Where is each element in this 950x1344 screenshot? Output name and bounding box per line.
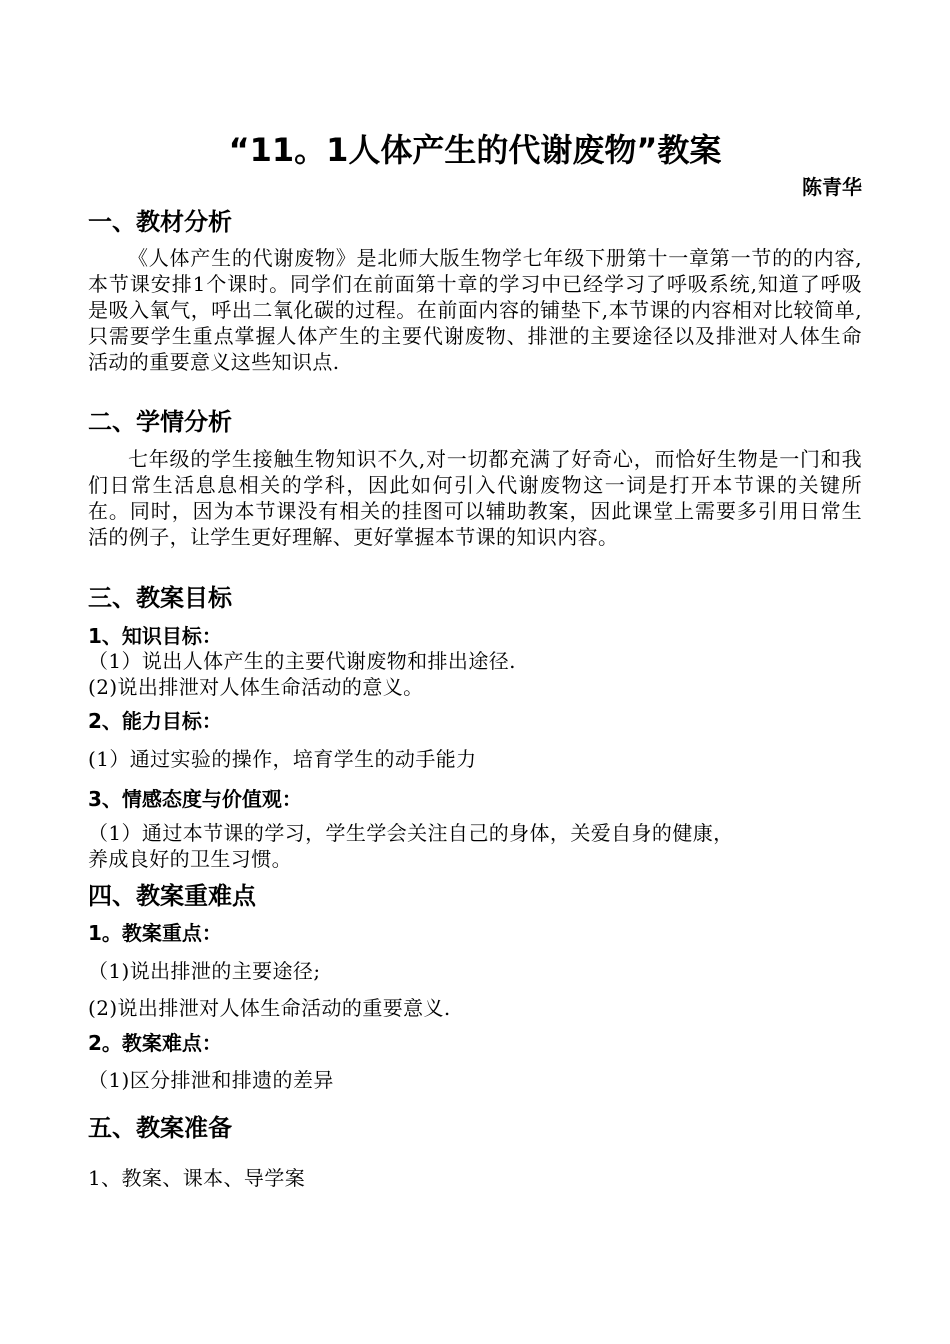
key-points-heading: 1。教案重点： [88, 921, 222, 945]
key-point-item-1: （1)说出排泄的主要途径; [88, 959, 321, 983]
key-point-item-2: (2)说出排泄对人体生命活动的重要意义. [88, 996, 451, 1020]
knowledge-goal-item-2: (2)说出排泄对人体生命活动的意义。 [88, 675, 424, 699]
attitude-goal-heading: 3、情感态度与价值观： [88, 787, 302, 811]
section-1-paragraph: 《人体产生的代谢废物》是北师大版生物学七年级下册第十一章第一节的的内容,本节课安排1个课时。同学们在前面第十章的学习中已经学习了呼吸系统,知道了呼吸是吸入氧气，呼出二氧化碳的过程。在前面内容的铺垫下,本节课的内容相对比较简单,只需要学生重点掌握人体产生的主要代谢废物、排泄的主要途径以及排泄对人体生命活动的重要意义这些知识点. [88, 246, 862, 374]
section-2-paragraph: 七年级的学生接触生物知识不久,对一切都充满了好奇心，而恰好生物是一门和我们日常生活息息相关的学科，因此如何引入代谢废物这一词是打开本节课的关键所在。同时，因为本节课没有相关的挂图可以辅助教案，因此课堂上需要多引用日常生活的例子，让学生更好理解、更好掌握本节课的知识内容。 [88, 447, 862, 549]
ability-goal-heading: 2、能力目标： [88, 709, 222, 733]
preparation-item-1: 1、教案、课本、导学案 [88, 1166, 306, 1190]
attitude-goal-item-line-2: 养成良好的卫生习惯。 [88, 847, 292, 871]
attitude-goal-item-line-1: （1）通过本节课的学习，学生学会关注自己的身体，关爱自身的健康， [88, 821, 734, 845]
section-heading-1: 一、教材分析 [88, 208, 232, 236]
difficult-point-item-1: （1)区分排泄和排遗的差异 [88, 1068, 334, 1092]
section-heading-2: 二、学情分析 [88, 408, 232, 436]
document-title: “11。1人体产生的代谢废物”教案 [228, 131, 722, 169]
knowledge-goal-heading: 1、知识目标： [88, 624, 222, 648]
section-heading-5: 五、教案准备 [88, 1114, 232, 1142]
knowledge-goal-item-1: （1）说出人体产生的主要代谢废物和排出途径. [88, 649, 516, 673]
author-name: 陈青华 [802, 175, 862, 199]
ability-goal-item-1: (1）通过实验的操作，培育学生的动手能力 [88, 747, 477, 771]
section-heading-4: 四、教案重难点 [88, 882, 256, 910]
section-heading-3: 三、教案目标 [88, 584, 232, 612]
difficult-points-heading: 2。教案难点： [88, 1031, 222, 1055]
